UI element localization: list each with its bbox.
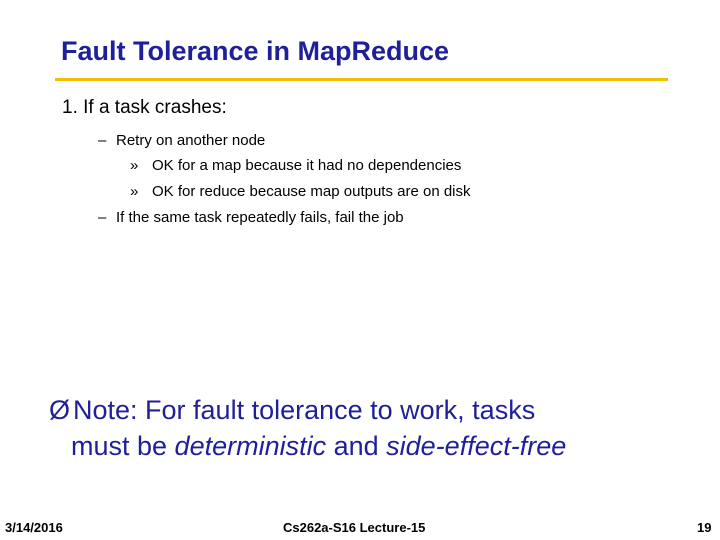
footer-page-number: 19: [697, 520, 712, 535]
sub-item-text: Retry on another node: [116, 132, 266, 149]
sub-item-reduce: [130, 183, 471, 200]
point-1: 1. If a task crashes:: [62, 97, 227, 118]
note-line-2: [49, 428, 566, 464]
sub-item-map: [130, 157, 461, 174]
dash-marker: –: [98, 209, 107, 226]
sub-item-fail-job: [98, 209, 404, 226]
title-underline: [55, 78, 668, 81]
slide-title: Fault Tolerance in MapReduce: [61, 36, 450, 66]
footer-date: 3/14/2016: [5, 520, 63, 535]
note-block: [49, 392, 566, 464]
emphasis-deterministic: deterministic: [174, 431, 327, 461]
footer-course: Cs262a-S16 Lecture-15: [283, 520, 426, 535]
arrow-bullet-icon: Ø: [49, 395, 71, 425]
note-text: must be: [71, 431, 175, 461]
note-line-1: [49, 392, 566, 428]
sub-item-retry: [98, 132, 265, 149]
sub-item-text: OK for a map because it had no dependencies: [152, 157, 462, 174]
sub-item-text: If the same task repeatedly fails, fail the job: [116, 209, 404, 226]
sub-item-text: OK for reduce because map outputs are on disk: [152, 183, 471, 200]
note-text: Note: For fault tolerance to work, tasks: [73, 395, 536, 425]
raquo-marker: »: [130, 157, 139, 174]
emphasis-side-effect-free: side-effect-free: [386, 431, 567, 461]
dash-marker: –: [98, 132, 107, 149]
raquo-marker: »: [130, 183, 139, 200]
note-text: and: [326, 431, 387, 461]
